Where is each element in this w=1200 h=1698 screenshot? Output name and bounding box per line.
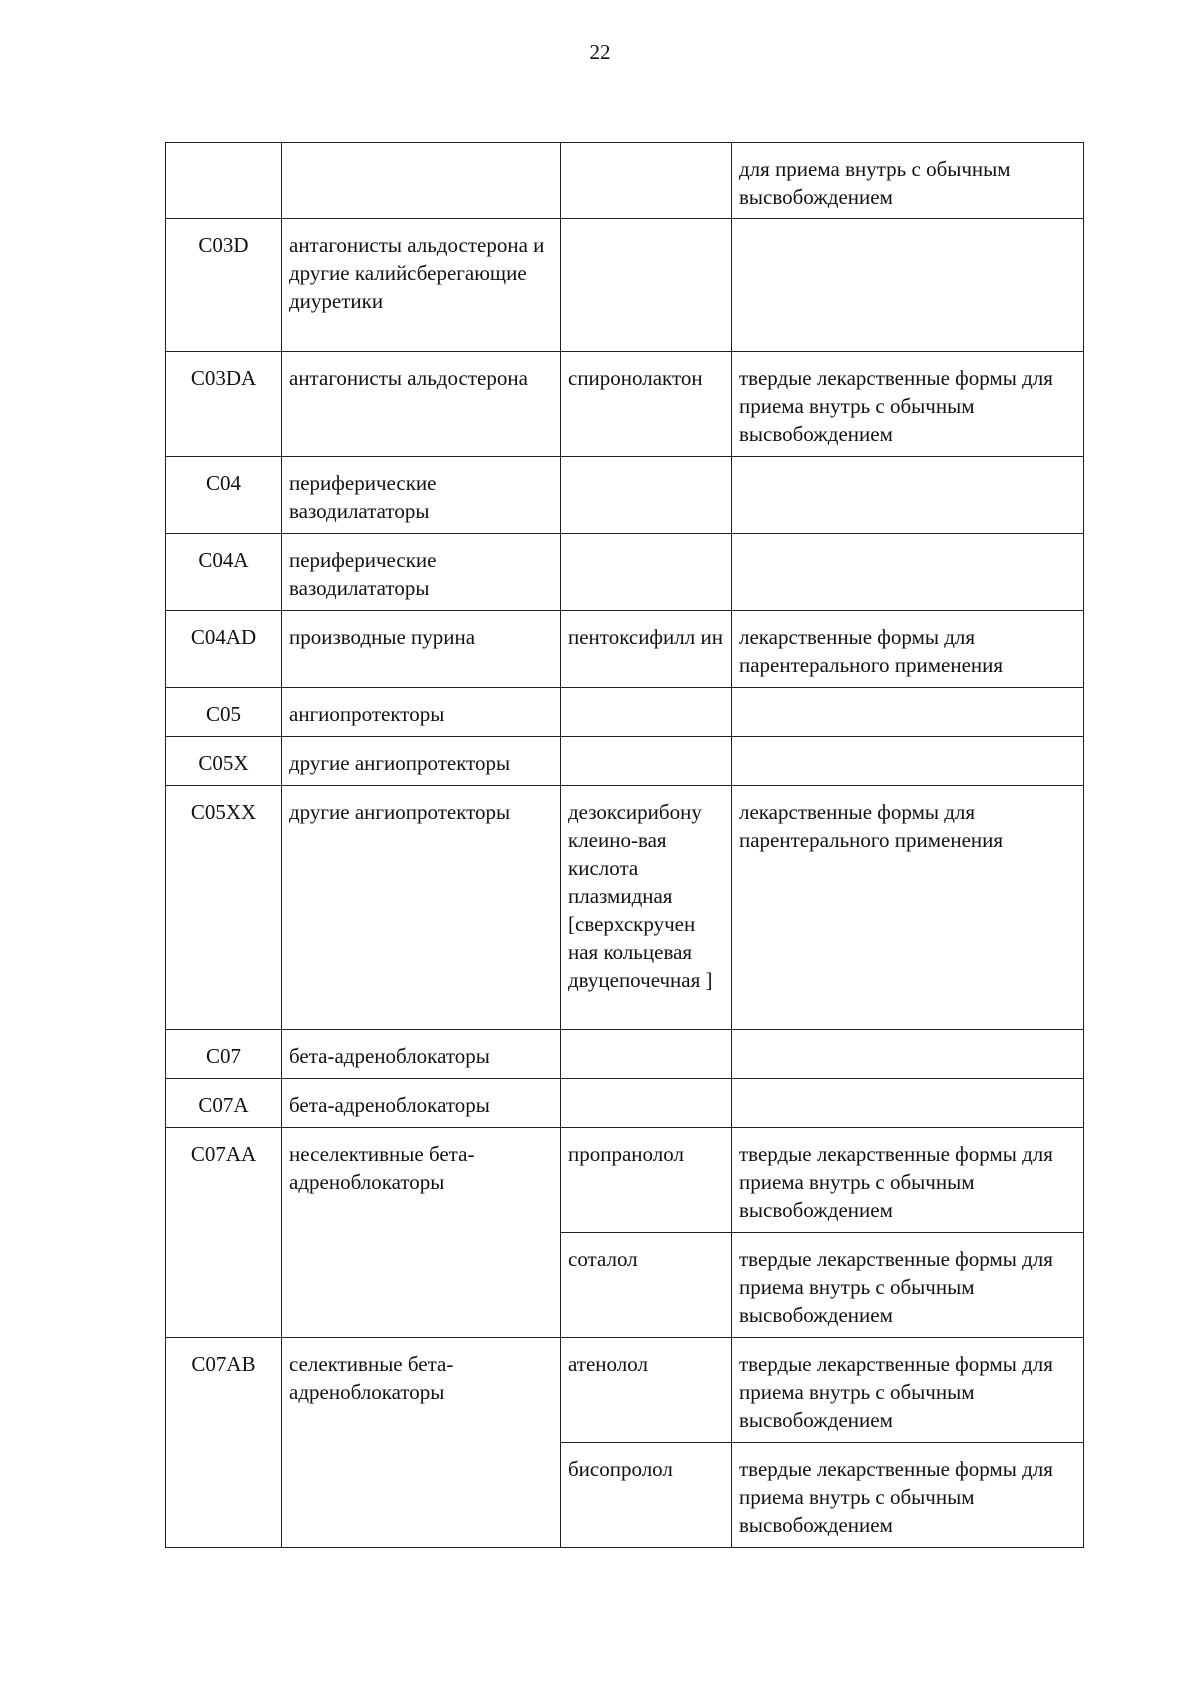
atc-code-cell: C05: [166, 688, 282, 737]
table-row: [166, 1128, 1084, 1233]
dosage-form-cell: твердые лекарственные формы для приема внутрь с обычным высвобождением: [732, 1443, 1084, 1548]
group-name-cell: периферические вазодилататоры: [282, 534, 561, 611]
group-name-cell: бета-адреноблокаторы: [282, 1079, 561, 1128]
group-name-cell: ангиопротекторы: [282, 688, 561, 737]
table-row: [166, 1030, 1084, 1079]
drug-name-cell: [561, 688, 732, 737]
group-name-cell: бета-адреноблокаторы: [282, 1030, 561, 1079]
dosage-form-cell: [732, 534, 1084, 611]
dosage-form-cell: для приема внутрь с обычным высвобождением: [732, 143, 1084, 219]
dosage-form-cell: [732, 737, 1084, 786]
atc-code-cell: C04A: [166, 534, 282, 611]
drug-name-cell: дезоксирибону клеино-вая кислота плазмидная [сверхскручен ная кольцевая двуцепочечная ]: [561, 786, 732, 1030]
drug-name-cell: [561, 457, 732, 534]
table-row: [166, 1079, 1084, 1128]
atc-code-cell: C07AA: [166, 1128, 282, 1338]
table-row: [166, 786, 1084, 1030]
dosage-form-cell: лекарственные формы для парентерального применения: [732, 611, 1084, 688]
dosage-form-cell: [732, 219, 1084, 352]
table-row: [166, 1338, 1084, 1443]
table-row: [166, 143, 1084, 219]
table-row: [166, 457, 1084, 534]
drug-name-cell: [561, 737, 732, 786]
atc-code-cell: C03DA: [166, 352, 282, 457]
group-name-cell: селективные бета-адреноблокаторы: [282, 1338, 561, 1548]
group-name-cell: другие ангиопротекторы: [282, 737, 561, 786]
page-number: 22: [589, 40, 611, 64]
table-row: [166, 688, 1084, 737]
dosage-form-cell: твердые лекарственные формы для приема внутрь с обычным высвобождением: [732, 1338, 1084, 1443]
atc-code-cell: C07: [166, 1030, 282, 1079]
group-name-cell: неселективные бета-адреноблокаторы: [282, 1128, 561, 1338]
atc-code-cell: C05X: [166, 737, 282, 786]
atc-code-cell: C03D: [166, 219, 282, 352]
drug-name-cell: бисопролол: [561, 1443, 732, 1548]
atc-code-cell: [166, 143, 282, 219]
atc-code-cell: C05XX: [166, 786, 282, 1030]
table-row: [166, 352, 1084, 457]
group-name-cell: производные пурина: [282, 611, 561, 688]
dosage-form-cell: [732, 457, 1084, 534]
table-row: [166, 219, 1084, 352]
dosage-form-cell: [732, 1079, 1084, 1128]
group-name-cell: другие ангиопротекторы: [282, 786, 561, 1030]
table-row: [166, 534, 1084, 611]
drug-name-cell: атенолол: [561, 1338, 732, 1443]
drug-name-cell: пентоксифилл ин: [561, 611, 732, 688]
dosage-form-cell: [732, 688, 1084, 737]
table-row: [166, 737, 1084, 786]
group-name-cell: антагонисты альдостерона и другие калийсберегающие диуретики: [282, 219, 561, 352]
atc-code-cell: C07A: [166, 1079, 282, 1128]
drug-name-cell: [561, 1030, 732, 1079]
dosage-form-cell: твердые лекарственные формы для приема внутрь с обычным высвобождением: [732, 1128, 1084, 1233]
atc-code-cell: C04AD: [166, 611, 282, 688]
drug-name-cell: [561, 143, 732, 219]
drug-name-cell: спиронолактон: [561, 352, 732, 457]
atc-code-cell: C07AB: [166, 1338, 282, 1548]
drug-list-table: [165, 142, 1084, 1548]
drug-name-cell: соталол: [561, 1233, 732, 1338]
drug-name-cell: [561, 219, 732, 352]
drug-name-cell: [561, 534, 732, 611]
dosage-form-cell: лекарственные формы для парентерального применения: [732, 786, 1084, 1030]
dosage-form-cell: [732, 1030, 1084, 1079]
group-name-cell: [282, 143, 561, 219]
dosage-form-cell: твердые лекарственные формы для приема внутрь с обычным высвобождением: [732, 352, 1084, 457]
dosage-form-cell: твердые лекарственные формы для приема внутрь с обычным высвобождением: [732, 1233, 1084, 1338]
group-name-cell: антагонисты альдостерона: [282, 352, 561, 457]
atc-code-cell: C04: [166, 457, 282, 534]
group-name-cell: периферические вазодилататоры: [282, 457, 561, 534]
drug-name-cell: [561, 1079, 732, 1128]
table-row: [166, 611, 1084, 688]
drug-name-cell: пропранолол: [561, 1128, 732, 1233]
